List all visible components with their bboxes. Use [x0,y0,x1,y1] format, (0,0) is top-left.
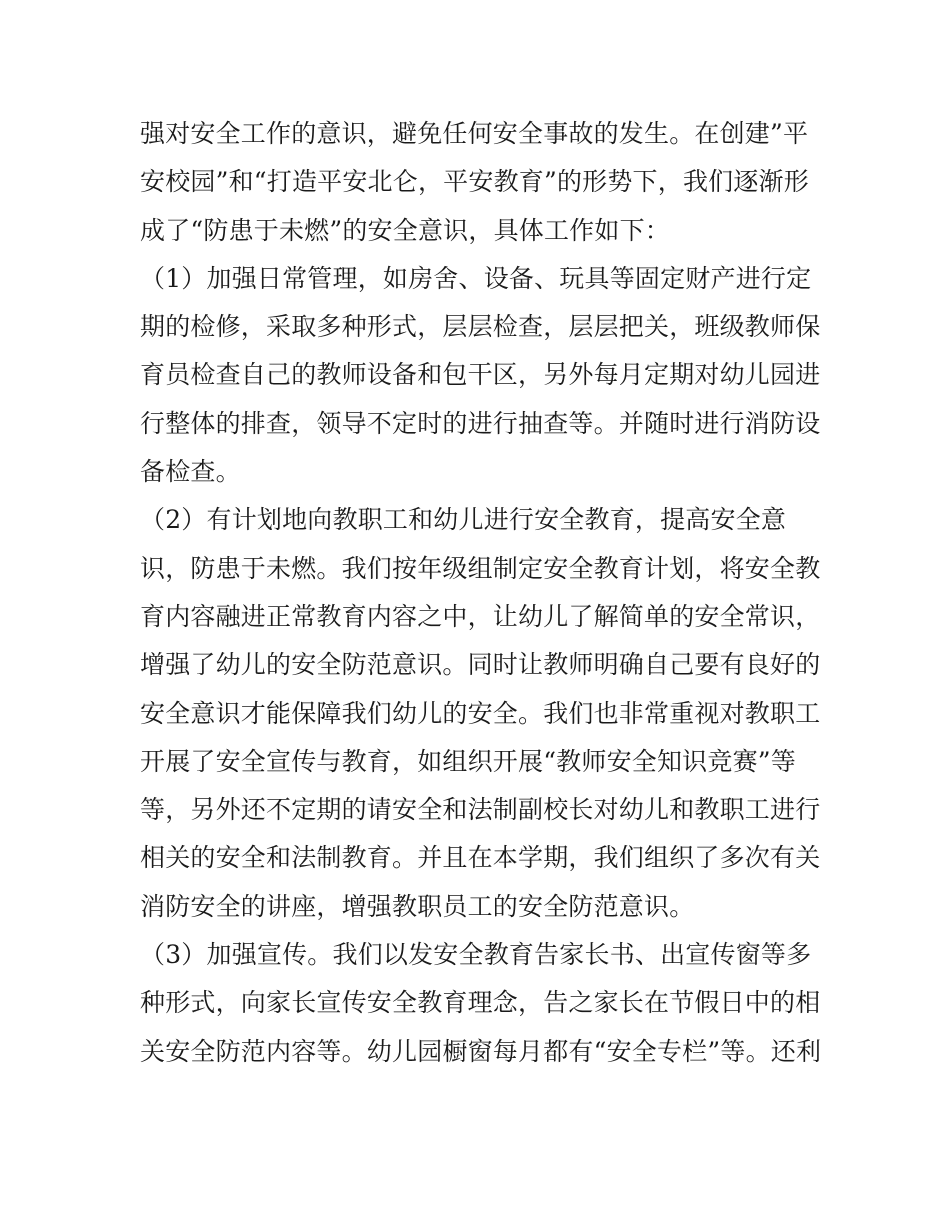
text-line: 安校园”和“打造平安北仑，平安教育”的形势下，我们逐渐形 [140,167,809,197]
text-line: 育员检查自己的教师设备和包干区，另外每月定期对幼儿园进 [140,360,821,390]
text-line: 成了“防患于未燃”的安全意识，具体工作如下： [140,215,670,245]
text-line: （3）加强宣传。我们以发安全教育告家长书、出宣传窗等多 [140,940,812,970]
text-line: 期的检修，采取多种形式，层层检查，层层把关，班级教师保 [140,312,821,342]
text-line: 关安全防范内容等。幼儿园橱窗每月都有“安全专栏”等。还利 [140,1036,822,1066]
text-line: 种形式，向家长宣传安全教育理念，告之家长在节假日中的相 [140,988,821,1018]
text-line: 行整体的排查，领导不定时的进行抽查等。并随时进行消防设 [140,408,821,438]
text-line: 开展了安全宣传与教育，如组织开展“教师安全知识竞赛”等 [140,746,796,776]
text-line: 安全意识才能保障我们幼儿的安全。我们也非常重视对教职工 [140,698,821,728]
text-line: （1）加强日常管理，如房舍、设备、玩具等固定财产进行定 [140,263,812,293]
text-line: 等，另外还不定期的请安全和法制副校长对幼儿和教职工进行 [140,795,821,825]
body-text [140,110,820,1076]
text-line: 育内容融进正常教育内容之中，让幼儿了解简单的安全常识， [140,601,821,631]
text-line: 备检查。 [140,457,241,487]
text-line: 消防安全的讲座，增强教职员工的安全防范意识。 [140,891,695,921]
text-line: 识，防患于未燃。我们按年级组制定安全教育计划，将安全教 [140,553,821,583]
text-line: 增强了幼儿的安全防范意识。同时让教师明确自己要有良好的 [140,650,821,680]
text-line: 强对安全工作的意识，避免任何安全事故的发生。在创建”平 [140,119,809,148]
text-line: （2）有计划地向教职工和幼儿进行安全教育，提高安全意 [140,505,787,535]
text-line: 相关的安全和法制教育。并且在本学期，我们组织了多次有关 [140,843,821,873]
